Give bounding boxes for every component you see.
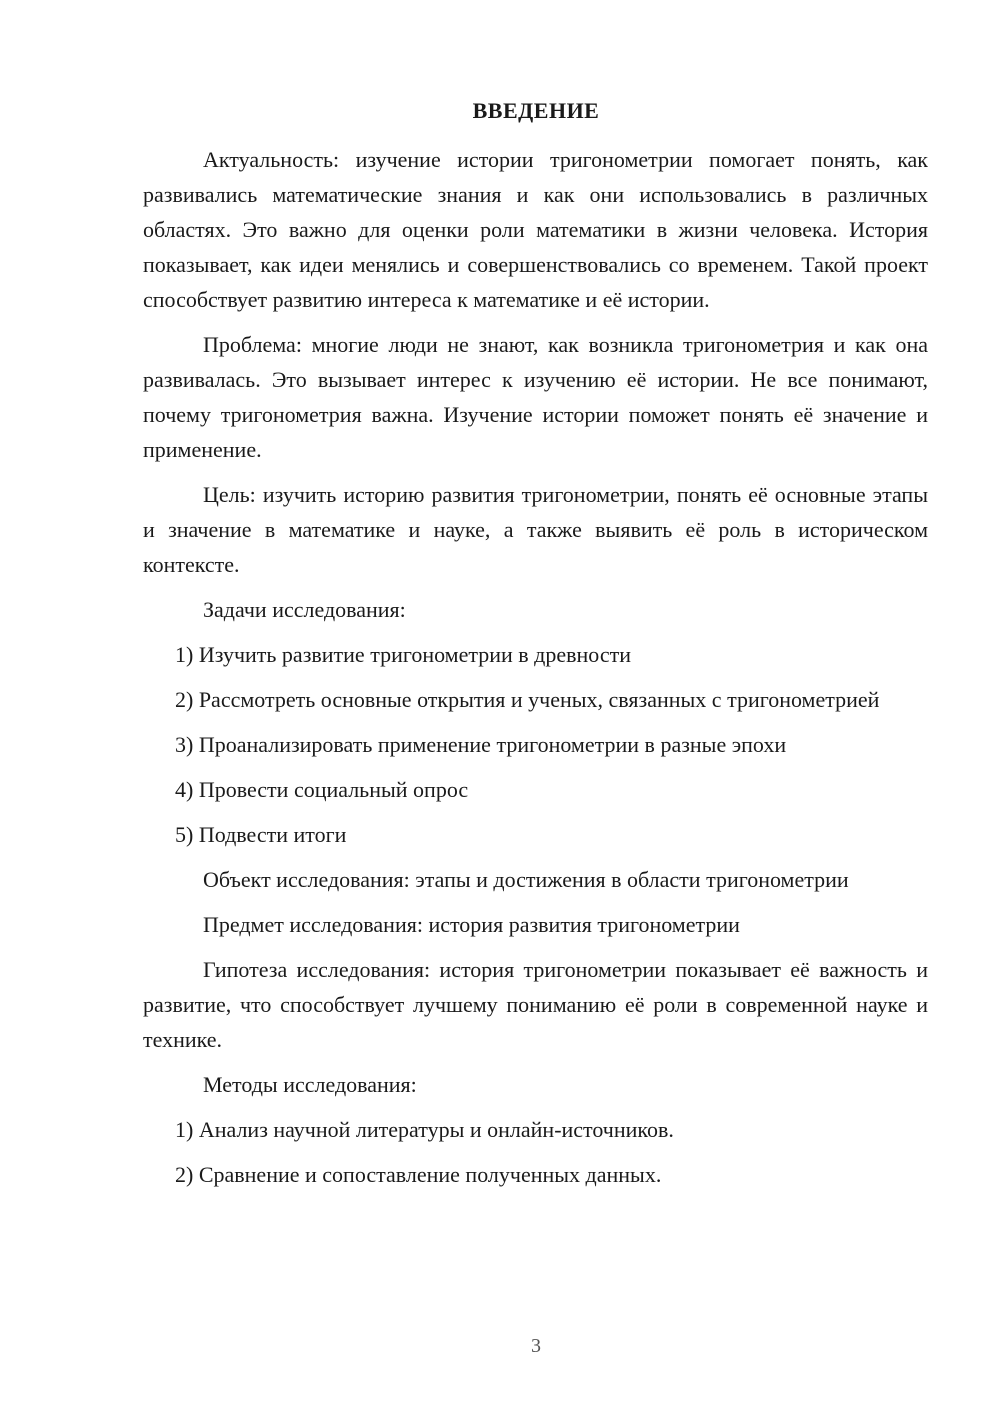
- paragraph-problem: Проблема: многие люди не знают, как возникла тригонометрия и как она развивалась. Это вызывает интерес к изучению её истории. Не все понимают, почему тригонометрия важна. Изучение истории поможет понять её значение и применение.: [143, 332, 928, 462]
- paragraph-methods-heading: Методы исследования:: [203, 1072, 417, 1097]
- paragraph-subject: Предмет исследования: история развития тригонометрии: [203, 912, 740, 937]
- page-title: ВВЕДЕНИЕ: [472, 98, 600, 123]
- paragraph-tasks-heading: Задачи исследования:: [203, 597, 406, 622]
- paragraph-goal: Цель: изучить историю развития тригонометрии, понять её основные этапы и значение в математике и науке, а также выявить её роль в историческом контексте.: [143, 482, 928, 577]
- list-item: 3) Проанализировать применение тригонометрии в разные эпохи: [175, 732, 787, 757]
- paragraph-relevance: Актуальность: изучение истории тригонометрии помогает понять, как развивались математические знания и как они использовались в различных областях. Это важно для оценки роли математики в жизни человека. История показывает, как идеи менялись и совершенствовались со временем. Такой проект способствует развитию интереса к математике и её истории.: [143, 147, 928, 312]
- list-item: 5) Подвести итоги: [175, 822, 347, 847]
- body-text: [143, 142, 928, 1202]
- paragraph-hypothesis: Гипотеза исследования: история тригонометрии показывает её важность и развитие, что способствует лучшему пониманию её роли в современной науке и технике.: [143, 957, 928, 1052]
- list-item: 1) Анализ научной литературы и онлайн-источников.: [175, 1117, 674, 1142]
- list-item: 2) Рассмотреть основные открытия и ученых, связанных с тригонометрией: [175, 687, 880, 712]
- paragraph-object: Объект исследования: этапы и достижения в области тригонометрии: [203, 867, 849, 892]
- list-item: 4) Провести социальный опрос: [175, 777, 469, 802]
- list-item: 1) Изучить развитие тригонометрии в древности: [175, 642, 632, 667]
- list-item: 2) Сравнение и сопоставление полученных данных.: [175, 1162, 662, 1187]
- page-number: 3: [531, 1335, 541, 1357]
